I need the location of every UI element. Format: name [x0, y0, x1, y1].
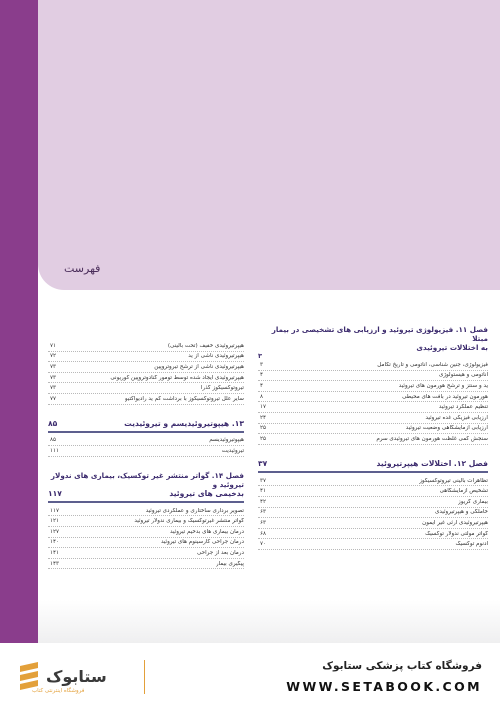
toc-entry: [48, 436, 244, 447]
toc-entry: [48, 516, 244, 527]
toc-entry-page: ۱۷: [260, 404, 267, 411]
toc-entry: [48, 446, 244, 457]
chapter-12-heading: [258, 459, 488, 469]
chapter-14-page: ۱۱۷: [48, 488, 62, 498]
toc-entry-page: ۱۴۳: [50, 560, 60, 567]
shop-name: فروشگاه کتاب پزشکی ستابوک: [322, 660, 482, 672]
toc-entry-page: ۷۳: [50, 374, 57, 381]
toc-entry: [48, 383, 244, 394]
toc-entry-page: ۶۸: [260, 530, 267, 537]
toc-entry: [258, 497, 488, 508]
chapter-14-title-line2: بدخیمی های تیروئید: [169, 488, 244, 498]
toc-entry-page: ۲۵: [260, 425, 267, 432]
toc-entry: [258, 360, 488, 371]
chapter-11-entries: [258, 360, 488, 445]
toc-entry: [48, 548, 244, 559]
toc-entry-title: آناتومی و هیستولوژی: [438, 372, 488, 379]
toc-entry-title: هیپرتیروئیدی ناشی از ید: [188, 353, 244, 360]
toc-entry-title: گواتر مولتی ندولار توکسیک: [425, 530, 488, 537]
toc-entry: [258, 381, 488, 392]
toc-entry-title: هیپرتیروئیدی خفیف (تحت بالینی): [167, 342, 244, 349]
toc-entry: [48, 538, 244, 549]
toc-entry-page: ۴۲: [260, 498, 267, 505]
toc-entry-page: ۱۲۷: [50, 528, 60, 535]
toc-entry-page: ۴۱: [260, 488, 267, 495]
toc-entry-page: ۴: [260, 382, 264, 389]
chapter-13-entries: [48, 436, 244, 457]
toc-entry-page: ۸: [260, 393, 264, 400]
page-title: فهرست: [64, 262, 101, 275]
toc-right-column: [258, 325, 488, 550]
toc-entry: [258, 434, 488, 445]
toc-entry-page: ۷۰: [260, 541, 267, 548]
toc-entry-title: ید و سنتز و ترشح هورمون های تیروئید: [398, 382, 488, 389]
page-shadow: [38, 600, 500, 643]
toc-entry-title: سایر علل تیروتوکسیکوز با برداشت کم ید رادیواکتیو: [124, 395, 244, 402]
toc-entry-page: ۱۴۰: [50, 539, 60, 546]
toc-entry-title: پیگیری بیمار: [215, 560, 244, 567]
toc-entry: [258, 413, 488, 424]
chapter-11-title-line2: به اختلالات تیروئیدی: [416, 343, 488, 352]
chapter-12-page: ۳۷: [258, 458, 268, 468]
toc-entry-page: ۶۳: [260, 519, 267, 526]
toc-entry-page: ۱۴۱: [50, 549, 60, 556]
chapter-13-page: ۸۵: [48, 418, 58, 428]
toc-entry-page: ۷۷: [50, 395, 57, 402]
toc-entry-page: ۱۱۱: [50, 447, 60, 454]
chapter-13-heading: [48, 419, 244, 429]
toc-entry: [258, 508, 488, 519]
chapter-12-title: فصل ۱۲. اختلالات هیپرتیروئید: [376, 458, 488, 468]
toc-entry-title: درمان جراحی کارسینوم های تیروئید: [160, 539, 244, 546]
toc-entry-title: هیپرتیروئیدی ایجاد شده توسط تومور گنادوتروپین کوریونی: [110, 374, 244, 381]
toc-entry-title: درمان بعد از جراحی: [196, 549, 244, 556]
chapter-12-entries: [258, 476, 488, 550]
toc-entry-title: تشخیص آزمایشگاهی: [439, 488, 488, 495]
toc-entry-title: درمان بیماری های بدخیم تیروئید: [170, 528, 244, 535]
toc-entry-page: ۱۲۱: [50, 518, 60, 525]
chapter-13: [48, 419, 244, 457]
chapter-14-entries: [48, 506, 244, 570]
toc-entry: [48, 373, 244, 384]
toc-entry: [258, 539, 488, 550]
toc-entry: [258, 402, 488, 413]
chapter-11: [258, 325, 488, 445]
toc-entry: [258, 476, 488, 487]
toc-entry-title: خاملگی و هیپرتیروئیدی: [434, 509, 488, 516]
footer-divider: [144, 660, 145, 694]
toc-entry-title: هیپرتیروئیدی ارثی غیر ایمون: [422, 519, 488, 526]
toc-entry-title: هیپرتیروئیدی ناشی از ترشح تیروتروپین: [154, 363, 244, 370]
toc-entry-page: ۳: [260, 361, 264, 368]
left-top-entries: [48, 341, 244, 405]
toc-entry-title: بیماری گریوز: [458, 498, 488, 505]
chapter-13-rule: [48, 431, 244, 433]
toc-entry-page: ۴: [260, 372, 264, 379]
toc-entry-page: ۸۵: [50, 437, 57, 444]
toc-entry: [48, 352, 244, 363]
header-band: [38, 0, 500, 290]
chapter-12: [258, 459, 488, 550]
toc-entry: [258, 392, 488, 403]
toc-entry-page: ۷۳: [50, 385, 57, 392]
chapter-14: [48, 471, 244, 570]
toc-entry-page: ۷۲: [50, 353, 57, 360]
toc-entry-page: ۳۷: [260, 477, 267, 484]
toc-entry-title: فیزیولوژی، جنین شناسی، آناتومی و تاریخ تکامل: [377, 361, 488, 368]
toc-entry: [258, 518, 488, 529]
toc-entry-title: گواتر منتشر غیرتوکسیک و بیماری ندولار تیروئید: [134, 518, 244, 525]
logo-wordmark: ستابوک: [46, 667, 107, 686]
toc-entry-title: هیپوتیروئیدیسم: [209, 437, 244, 444]
toc-entry-title: تظاهرات بالینی تیروتوکسیکوز: [419, 477, 488, 484]
toc-entry-page: ۷۱: [50, 342, 57, 349]
toc-entry: [48, 394, 244, 405]
toc-entry: [258, 486, 488, 497]
toc-entry-page: ۷۳: [50, 363, 57, 370]
toc-left-column: [48, 341, 244, 569]
toc-entry: [258, 424, 488, 435]
toc-entry-page: ۶۳: [260, 509, 267, 516]
toc-entry: [48, 527, 244, 538]
toc-entry: [48, 362, 244, 373]
toc-entry: [48, 341, 244, 352]
toc-entry-page: ۲۵: [260, 435, 267, 442]
toc-entry: [48, 506, 244, 517]
toc-entry: [48, 559, 244, 570]
chapter-12-rule: [258, 471, 488, 473]
toc-entry: [258, 529, 488, 540]
toc-entry-title: تیروئیدیت: [221, 447, 244, 454]
logo-subtitle: فروشگاه اینترنتی کتاب: [32, 688, 85, 694]
chapter-14-heading: [48, 489, 244, 499]
toc-entry: [258, 371, 488, 382]
toc-entry-title: تصویر برداری ساختاری و عملکردی تیروئید: [145, 507, 244, 514]
chapter-13-title: ۱۳. هیپوتیروئیدیسم و تیروئیدیت: [124, 418, 244, 428]
shop-url-link[interactable]: WWW.SETABOOK.COM: [286, 679, 482, 694]
toc-entry-title: ارزیابی فیزیکی غده تیروئید: [425, 414, 488, 421]
toc-entry-title: سنجش کمی غلظت هورمون های تیروئیدی سرم: [376, 435, 488, 442]
chapter-11-page: ۳: [258, 352, 262, 360]
toc-entry-title: هورمون تیروئید در بافت های محیطی: [402, 393, 488, 400]
chapter-11-title-line1: فصل ۱۱. فیزیولوژی تیروئید و ارزیابی های تشخیصی در بیمار مبتلا: [271, 325, 488, 343]
toc-entry-title: تنظیم عملکرد تیروئید: [438, 404, 488, 411]
left-color-strip: [0, 0, 38, 643]
toc-entry-title: ارزیابی آزمایشگاهی وضعیت تیروئید: [405, 425, 488, 432]
toc-entry-title: تیروتوکسیکوز گذرا: [200, 385, 244, 392]
chapter-14-title-line1: فصل ۱۴. گواتر منتشر غیر توکسیک، بیماری های ندولار تیروئید و: [50, 470, 244, 489]
toc-entry-page: ۱۱۷: [50, 507, 60, 514]
toc-entry-page: ۲۴: [260, 414, 267, 421]
toc-entry-title: آدنوم توکسیک: [455, 541, 488, 548]
chapter-14-rule: [48, 501, 244, 503]
